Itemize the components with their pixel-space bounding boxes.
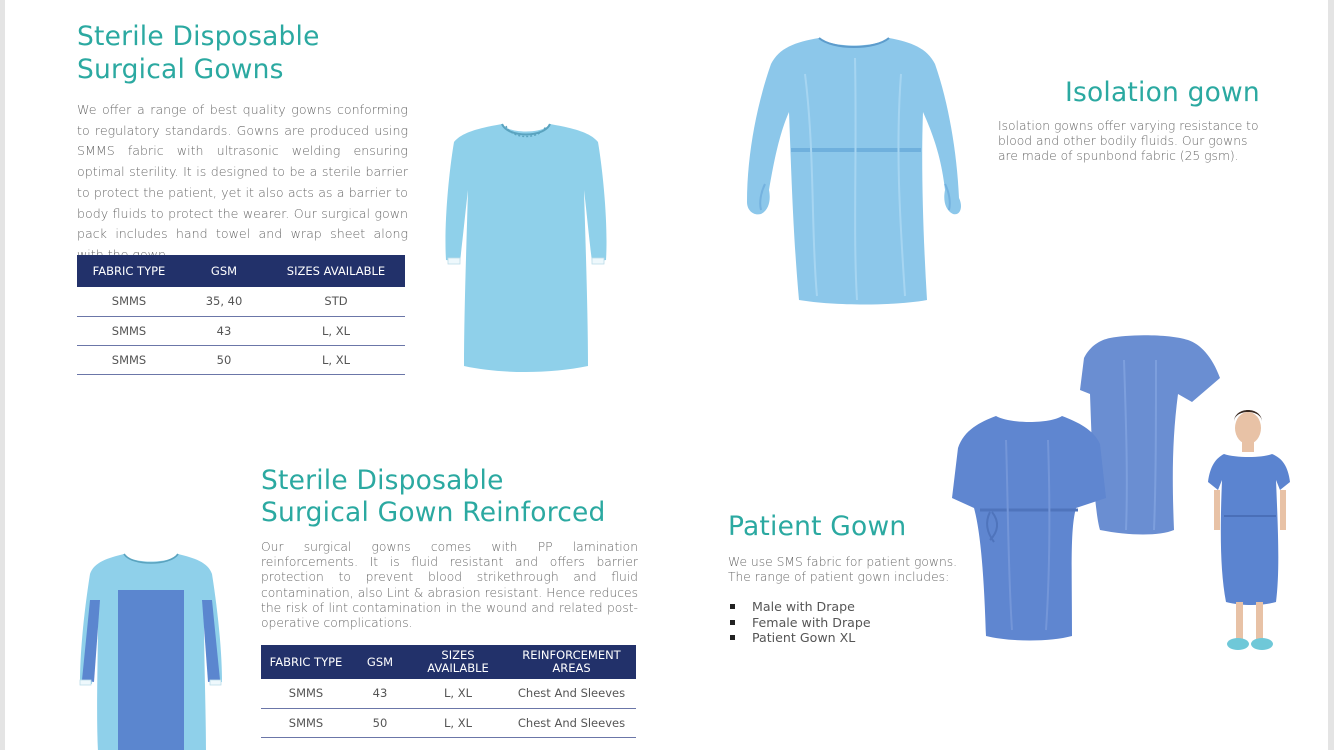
isolation-gown-photo (745, 34, 963, 306)
surgical-gown-illustration (440, 118, 615, 378)
column-header: FABRIC TYPE (261, 645, 351, 679)
table-cell: SMMS (261, 708, 351, 737)
table-cell: SMMS (77, 345, 181, 374)
column-header: SIZES AVAILABLE (267, 255, 405, 287)
table-cell: 43 (181, 316, 267, 345)
table-cell: L, XL (409, 679, 507, 708)
patient-gowns-photo (950, 330, 1295, 655)
reinforced-gown-title (261, 465, 606, 529)
page-edge-left (0, 0, 5, 750)
table-row (261, 708, 636, 737)
table-header-row (77, 255, 405, 287)
page-edge-right (1328, 0, 1334, 750)
patient-gown-description-line2: The range of patient gown includes: (728, 570, 950, 585)
table-cell: SMMS (77, 287, 181, 316)
patient-gown-description-line1: We use SMS fabric for patient gowns. (728, 555, 958, 569)
reinforced-gown-title-line1: Sterile Disposable (261, 465, 504, 496)
table-header-row (261, 645, 636, 679)
table-row (261, 679, 636, 708)
column-header: GSM (351, 645, 409, 679)
table-cell: L, XL (267, 345, 405, 374)
table-cell: 43 (351, 679, 409, 708)
list-item: Male with Drape (728, 599, 871, 615)
surgical-gowns-title-line1: Sterile Disposable (77, 21, 320, 52)
surgical-gowns-description: We offer a range of best quality gowns conforming to regulatory standards. Gowns are produced using SMMS fabric with ultrasonic welding ensuring optimal sterility. It is designed to be a sterile barrier to protect the patient, yet it also acts as a barrier to body fluids to protect the wearer. Our surgical gown pack includes hand towel and wrap sheet along (77, 102, 408, 242)
isolation-gown-title: Isolation gown (1065, 77, 1260, 108)
table-cell: 50 (351, 708, 409, 737)
reinforced-gown-illustration (76, 552, 226, 750)
surgical-gowns-spec-table (77, 255, 405, 375)
column-header: FABRIC TYPE (77, 255, 181, 287)
table-cell: Chest And Sleeves (507, 679, 636, 708)
isolation-gown-description: Isolation gowns offer varying resistance to blood and other bodily fluids. Our gowns are made of spunbond fabric (25 gsm). (998, 119, 1259, 164)
table-cell: Chest And Sleeves (507, 708, 636, 737)
reinforced-gown-description: Our surgical gowns comes with PP lamination reinforcements. It is fluid resistant and offers barrier protection to prevent blood strikethrough and fluid contamination, also Lint & abrasion resistant. Hence reduces the risk of lint contamination in the wound and related post-operative complications. (261, 540, 638, 631)
column-header: GSM (181, 255, 267, 287)
table-row (77, 316, 405, 345)
column-header: SIZES AVAILABLE (409, 645, 507, 679)
column-header: REINFORCEMENT AREAS (507, 645, 636, 679)
surgical-gowns-title (77, 20, 320, 86)
table-cell: 35, 40 (181, 287, 267, 316)
reinforced-gown-spec-table (261, 645, 636, 738)
table-row (77, 287, 405, 316)
list-item: Female with Drape (728, 615, 871, 631)
patient-gown-list (728, 599, 871, 646)
table-cell: SMMS (261, 679, 351, 708)
table-cell: STD (267, 287, 405, 316)
table-cell: SMMS (77, 316, 181, 345)
reinforced-gown-title-line2: Surgical Gown Reinforced (261, 497, 606, 528)
list-item: Patient Gown XL (728, 630, 871, 646)
surgical-gowns-title-line2: Surgical Gowns (77, 54, 284, 85)
table-cell: 50 (181, 345, 267, 374)
table-cell: L, XL (409, 708, 507, 737)
table-cell: L, XL (267, 316, 405, 345)
patient-gown-description (728, 555, 968, 585)
patient-gown-title: Patient Gown (728, 511, 907, 542)
table-row (77, 345, 405, 374)
